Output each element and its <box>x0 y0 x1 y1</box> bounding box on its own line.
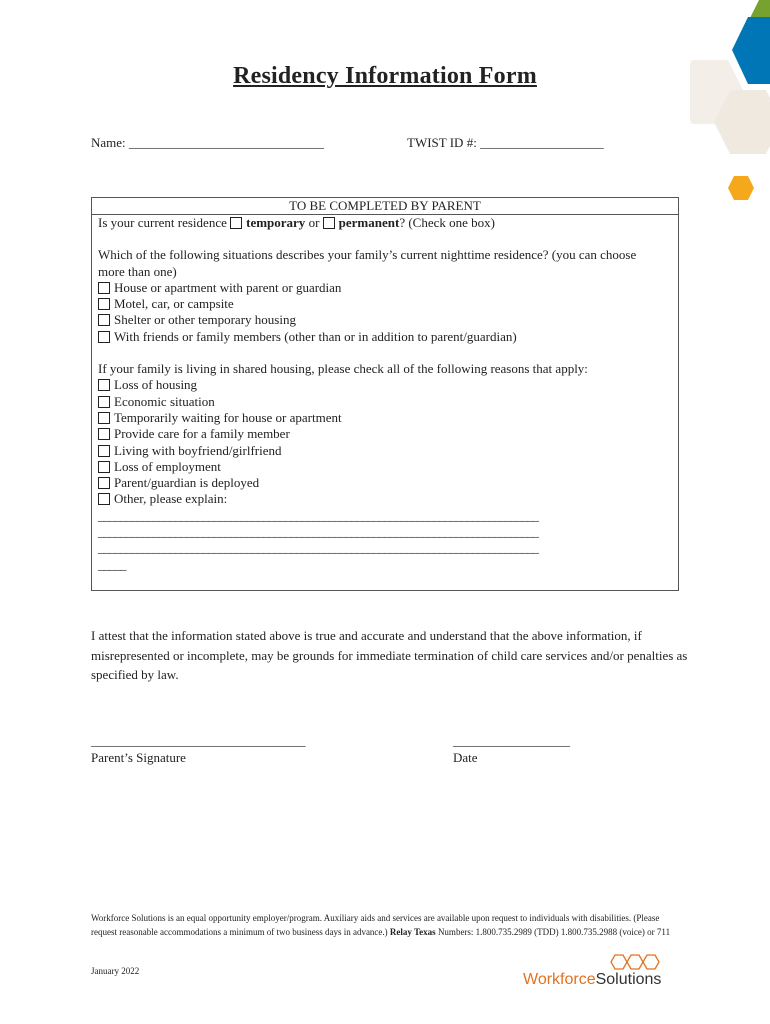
logo-text <box>523 971 661 989</box>
reason-option <box>92 410 678 426</box>
section-header: TO BE COMPLETED BY PARENT <box>92 198 678 215</box>
reason-checkbox[interactable] <box>98 379 110 391</box>
reason-option <box>92 491 678 507</box>
situation-checkbox[interactable] <box>98 331 110 343</box>
reason-option <box>92 394 678 410</box>
reason-checkbox[interactable] <box>98 461 110 473</box>
situation-option <box>92 280 678 296</box>
residence-question: Is your current residence <box>98 215 227 230</box>
situation-label: Shelter or other temporary housing <box>114 312 296 328</box>
name-field-row <box>91 135 324 151</box>
footer-notice <box>91 911 681 939</box>
parent-section <box>91 197 679 591</box>
date-field[interactable]: __________________ <box>453 733 570 748</box>
reason-label: Temporarily waiting for house or apartment <box>114 409 342 425</box>
reason-checkbox[interactable] <box>98 428 110 440</box>
reason-option <box>92 377 678 393</box>
explain-line[interactable]: ________________________________________________________________________________ <box>98 507 538 523</box>
orange-hexagon <box>728 176 754 200</box>
reason-label: Other, please explain: <box>114 491 228 507</box>
revision-date: January 2022 <box>91 966 140 976</box>
reason-label: Economic situation <box>114 393 215 409</box>
permanent-label: permanent <box>338 215 400 230</box>
situation-question <box>92 247 678 280</box>
situation-checkbox[interactable] <box>98 282 110 294</box>
permanent-checkbox[interactable] <box>323 217 335 229</box>
temporary-label: temporary <box>246 215 306 230</box>
residence-type-row <box>92 215 678 231</box>
date-label: Date <box>453 750 478 765</box>
twist-id-label: TWIST ID #: <box>407 135 477 150</box>
name-label: Name: <box>91 135 126 150</box>
reason-label: Parent/guardian is deployed <box>114 475 260 491</box>
situation-option <box>92 312 678 328</box>
situation-label: With friends or family members (other than or in addition to parent/guardian) <box>114 328 517 344</box>
situation-question-line1: Which of the following situations describes your family’s current nighttime residence? (you can choose <box>98 247 637 263</box>
signature-label: Parent’s Signature <box>91 750 186 765</box>
relay-texas: Relay Texas <box>389 927 436 937</box>
temporary-checkbox[interactable] <box>230 217 242 229</box>
reason-checkbox[interactable] <box>98 412 110 424</box>
reason-label: Loss of employment <box>114 458 221 474</box>
signature-field[interactable]: _________________________________ <box>91 733 306 748</box>
reasons-question: If your family is living in shared housing, please check all of the following reasons that apply: <box>98 361 588 377</box>
situation-label: House or apartment with parent or guardian <box>114 279 342 295</box>
situation-option <box>92 329 678 345</box>
footer-numbers: Numbers: 1.800.735.2989 (TDD) 1.800.735.2988 (voice) or 711 <box>437 927 671 937</box>
situation-option <box>92 296 678 312</box>
twist-id-field[interactable]: ___________________ <box>480 135 604 150</box>
decorative-hexagons <box>690 0 770 220</box>
reason-option <box>92 426 678 442</box>
reason-label: Provide care for a family member <box>114 426 290 442</box>
situation-checkbox[interactable] <box>98 314 110 326</box>
situation-question-line2: more than one) <box>98 263 177 279</box>
reason-checkbox[interactable] <box>98 477 110 489</box>
reason-checkbox[interactable] <box>98 493 110 505</box>
reason-checkbox[interactable] <box>98 445 110 457</box>
workforce-solutions-logo <box>523 952 693 997</box>
explain-line[interactable]: ________________________________________________________________________________ <box>98 524 538 540</box>
reason-option <box>92 475 678 491</box>
or-text: or <box>308 215 320 230</box>
footer-text: Workforce Solutions is an equal opportunity employer/program. Auxiliary aids and services are available upon request to individuals with disabilities. (Please request reasonable accommodations a minimum of two business days in advance.) <box>91 913 660 937</box>
reason-option <box>92 443 678 459</box>
twist-id-row <box>407 135 604 151</box>
situation-label: Motel, car, or campsite <box>114 296 234 312</box>
reason-option <box>92 459 678 475</box>
page-title: Residency Information Form <box>233 63 537 89</box>
situation-checkbox[interactable] <box>98 298 110 310</box>
logo-solutions: Solutions <box>595 971 662 988</box>
check-one-text: ? (Check one box) <box>399 215 495 230</box>
logo-workforce: Workforce <box>523 971 596 988</box>
explain-line-end[interactable]: _____ <box>98 556 126 572</box>
reason-checkbox[interactable] <box>98 396 110 408</box>
explain-line[interactable]: ________________________________________________________________________________ <box>98 540 538 556</box>
reason-label: Living with boyfriend/girlfriend <box>114 442 282 458</box>
reason-label: Loss of housing <box>114 377 198 393</box>
attestation-text: I attest that the information stated above is true and accurate and understand that the above information, if misrepresented or incomplete, may be grounds for immediate termination of child care services and/or penalties as specified by law. <box>91 628 688 682</box>
name-field[interactable]: ______________________________ <box>128 135 324 150</box>
